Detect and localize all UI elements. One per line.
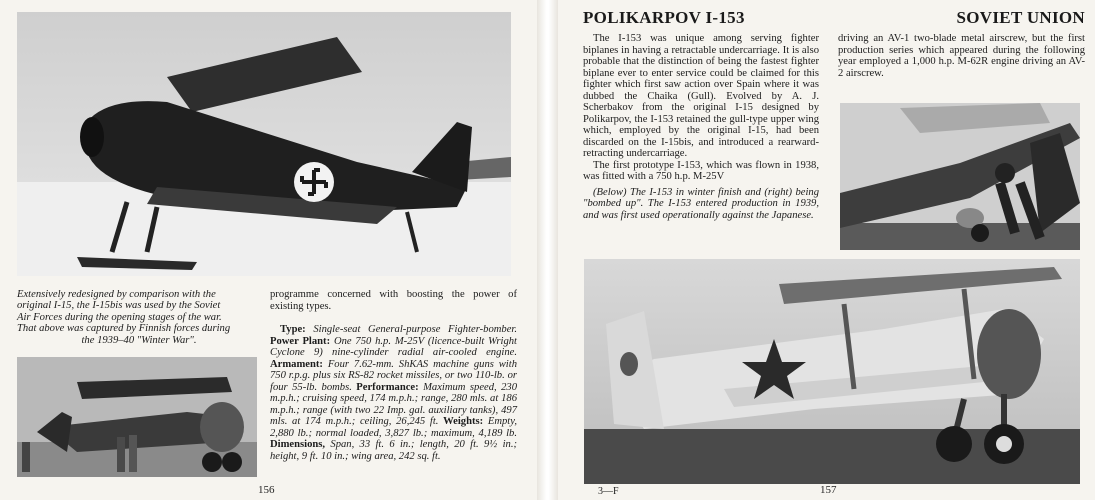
caption-line: Extensively redesigned by comparison with the (17, 289, 216, 300)
spec-performance-text: Maximum speed, 230 m.p.h.; cruising speed, 174 m.p.h.; range, 280 mls. at 186 m.p.h.; range (with two 22 Imp. gal. auxiliary tanks), 497 mls. at 174 m.p.h.; ceiling, 26,245 ft. (270, 381, 517, 427)
spec-armament-label: Armament: (270, 358, 323, 370)
right-column-1 (583, 33, 819, 221)
right-photo-caption: (Below) The I-153 in winter finish and (right) being "bombed up". The I-153 entered production in 1939, and was first used operationally against the Japanese. (583, 186, 819, 221)
right-column-2 (838, 33, 1085, 79)
spec-armament-text: Four 7.62-mm. ShKAS machine guns with 750 r.p.g. plus six RS-82 rocket missiles, or two 110-lb. or four 55-lb. bombs. (270, 358, 517, 393)
paragraph-continued: driving an AV-1 two-blade metal airscrew, but the first production series which appeared during the following year employed a 1,000 h.p. M-62R engine driving an AV-2 airscrew. (838, 33, 1085, 79)
right-page-number: 157 (820, 484, 837, 496)
spec-weights-label: Weights: (443, 416, 484, 427)
spec-type-label: Type: (280, 324, 306, 335)
book-gutter (537, 0, 558, 500)
photo-i15bis-ground (17, 357, 257, 477)
photo-i153-winter (584, 259, 1080, 484)
caption-line: Air Forces during the opening stages of the war. (17, 311, 222, 323)
left-page-number: 156 (258, 484, 275, 496)
right-page (558, 0, 1095, 500)
spec-weights-text: Empty, 2,880 lb.; normal loaded, 3,827 lb.; maximum, 4,189 lb. (270, 416, 517, 439)
caption-line: original I-15, the I-15bis was used by the Soviet (17, 300, 221, 312)
caption-line: the 1939–40 "Winter War". (81, 334, 197, 346)
paragraph-1: The I-153 was unique among serving fighter biplanes in having a retractable undercarriage. It is also probable that the distinction of being the fastest fighter biplane ever to enter service could be claimed for this fighter which first saw action over Spain where it was dubbed the Chaika (Gull). Evolved by A. J. Scherbakov from the original I-15 designed by Polikarpov, the I-153 retained the gull-type upper wing which, employed by the original I-15, had been discarded on the I-15bis, and introduced a rearward-retracting undercarriage. (583, 33, 819, 159)
country-heading: SOVIET UNION (956, 8, 1085, 27)
spec-power-label: Power Plant: (270, 335, 331, 347)
signature-mark: 3—F (598, 486, 619, 497)
spec-dimensions-label: Dimensions, (270, 439, 326, 450)
intro-paragraph: programme concerned with boosting the power of existing types. (270, 289, 517, 312)
photo-i153-bombed-up (840, 103, 1080, 250)
spec-dimensions-text: Span, 33 ft. 6 in.; length, 20 ft. 9½ in.; height, 9 ft. 10 in.; wing area, 242 sq. ft. (270, 439, 517, 462)
spec-type-text: Single-seat General-purpose Fighter-bomber. (313, 324, 517, 335)
left-page (0, 0, 537, 500)
caption-line: That above was captured by Finnish forces during (17, 323, 231, 335)
spec-block (270, 324, 517, 462)
paragraph-2: The first prototype I-153, which was flown in 1938, was fitted with a 750 h.p. M-25V (583, 159, 819, 182)
left-column-text (270, 289, 517, 462)
spec-power-text: One 750 h.p. M-25V (licence-built Wright Cyclone 9) nine-cylinder radial air-cooled engine. (270, 335, 517, 358)
photo-i15bis-finnish (17, 12, 511, 276)
spec-performance-label: Performance: (356, 381, 419, 393)
aircraft-title: POLIKARPOV I-153 (583, 8, 745, 27)
left-photo-caption (17, 289, 261, 346)
